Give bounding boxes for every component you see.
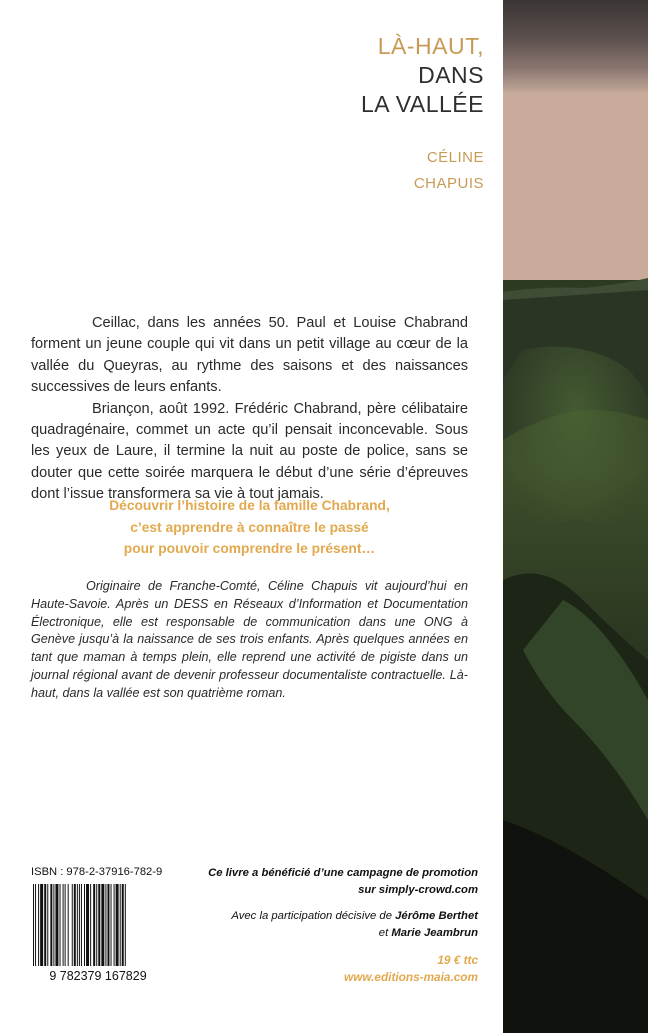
barcode-bar: [38, 884, 39, 966]
barcode-bar: [122, 884, 124, 966]
barcode-bar: [114, 884, 115, 966]
barcode-bar: [50, 884, 52, 966]
cover-photo-strip: [503, 0, 648, 1033]
tagline: [31, 495, 468, 560]
barcode-bar: [107, 884, 109, 966]
barcode-bar: [65, 884, 66, 966]
barcode-bar: [101, 884, 104, 966]
barcode-bar: [68, 884, 69, 966]
synopsis: [31, 313, 468, 506]
author-name: [414, 145, 484, 197]
barcode-bar: [40, 884, 43, 966]
title-line-3: LA VALLÉE: [361, 91, 484, 117]
book-title: [361, 32, 484, 119]
barcode-bar: [44, 884, 46, 966]
barcode-bar: [77, 884, 78, 966]
mountain-landscape-image: [503, 0, 648, 1033]
barcode-bar: [33, 884, 34, 966]
barcode-bar: [79, 884, 80, 966]
barcode-bar: [72, 884, 73, 966]
barcode: [31, 884, 165, 989]
tagline-line-2: c’est apprendre à connaître le passé: [130, 519, 369, 535]
author-last-name: CHAPUIS: [413, 175, 484, 192]
barcode-bar: [86, 884, 89, 966]
barcode-bar: [63, 884, 64, 966]
barcode-bar: [96, 884, 97, 966]
barcode-bar: [98, 884, 100, 966]
tagline-line-3: pour pouvoir comprendre le présent…: [123, 541, 376, 556]
barcode-bar: [90, 884, 91, 966]
barcode-bar: [60, 884, 61, 966]
title-line-1: LÀ-HAUT,: [377, 33, 484, 59]
title-line-2: DANS: [418, 62, 484, 88]
author-bio: Originaire de Franche-Comté, Céline Chapuis vit aujourd’hui en Haute-Savoie. Après un DESS en Réseaux d’Information et Documentation Électronique, elle est responsable de communication dans une ONG à Genève jusqu’à la naissance de ses trois enfants. Après quelques années en tant que maman à temps plein, elle reprend une activité de pigiste dans un journal régional avant de devenir professeur documentaliste contractuelle. Là-haut, dans la vallée est son quatrième roman.: [31, 579, 468, 700]
promo-line-4-prefix: et: [378, 926, 392, 939]
synopsis-paragraph-2: Briançon, août 1992. Frédéric Chabrand, père célibataire quadragénaire, commet un acte qu’il pensait inconcevable. Sous les yeux de Laure, il termine la nuit au poste de police, sans se douter que cette soirée marquera le début d’une série d’épreuves dont l’issue transformera sa vie à tout jamais.: [31, 400, 468, 503]
barcode-bar: [74, 884, 76, 966]
tagline-line-1: Découvrir l’histoire de la famille Chabrand,: [109, 498, 390, 513]
barcode-bar: [93, 884, 95, 966]
promo-name-1: Jérôme Berthet: [395, 910, 478, 922]
promo-line-2: sur simply-crowd.com: [358, 883, 478, 896]
barcode-bar: [55, 884, 58, 966]
barcode-bar: [120, 884, 121, 966]
price-block: [344, 952, 478, 985]
barcode-bar: [81, 884, 82, 966]
barcode-bar: [47, 884, 48, 966]
barcode-bar: [116, 884, 119, 966]
barcode-bar: [125, 884, 126, 966]
promotion-note: [208, 865, 478, 941]
author-first-name: CÉLINE: [426, 149, 484, 166]
promo-line-1: Ce livre a bénéficié d’une campagne de promotion: [208, 867, 478, 879]
publisher-website[interactable]: www.editions-maia.com: [344, 969, 478, 984]
barcode-bar: [111, 884, 112, 966]
barcode-bar: [53, 884, 54, 966]
synopsis-paragraph-1: Ceillac, dans les années 50. Paul et Louise Chabrand forment un jeune couple qui vit dans un petit village au cœur de la vallée du Queyras, au rythme des saisons et des naissances successives de leurs enfants.: [31, 315, 468, 396]
isbn-label: ISBN : 978-2-37916-782-9: [31, 866, 163, 878]
barcode-bar: [105, 884, 106, 966]
barcode-bar: [35, 884, 36, 966]
barcode-bar: [84, 884, 85, 966]
price: 19 € ttc: [437, 953, 478, 967]
barcode-digits: 9 782379 167829: [49, 969, 147, 983]
barcode-image: [31, 884, 165, 984]
promo-line-3-prefix: Avec la participation décisive de: [231, 910, 396, 922]
promo-name-2: Marie Jeambrun: [391, 926, 478, 939]
